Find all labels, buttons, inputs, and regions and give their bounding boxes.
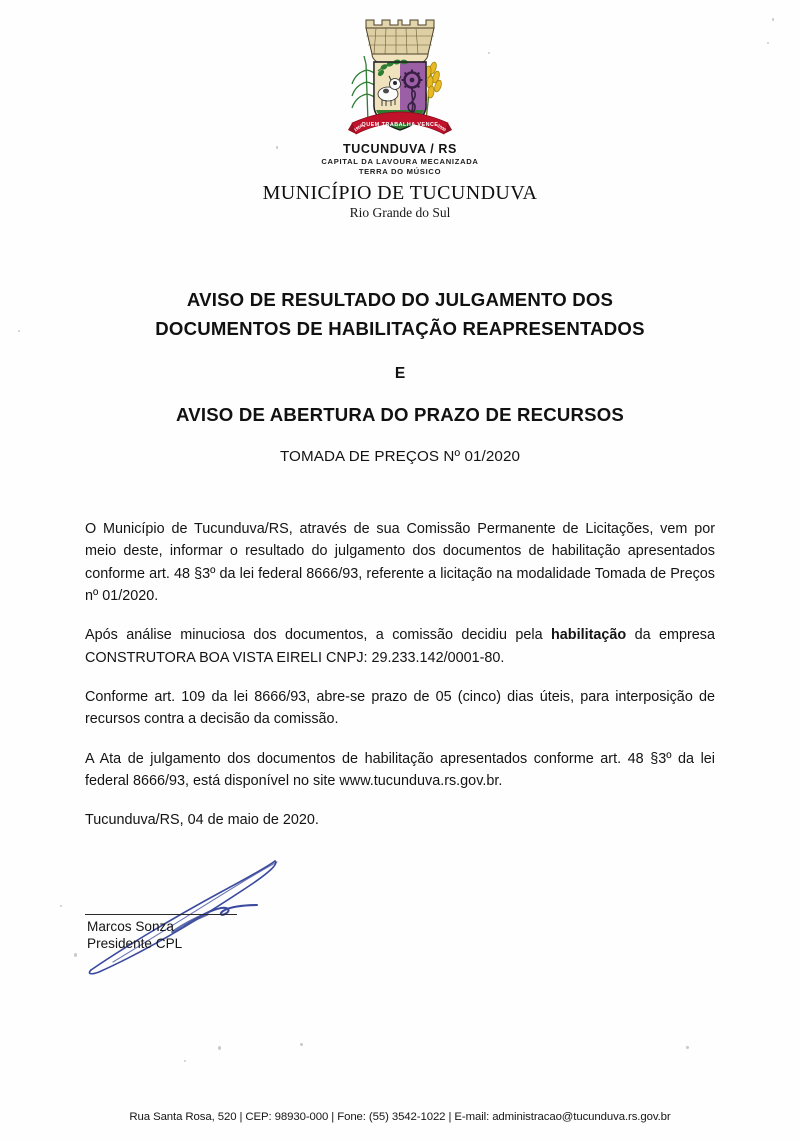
page-title-line-2: DOCUMENTOS DE HABILITAÇÃO REAPRESENTADOS [155,317,645,339]
scan-speck [686,1046,689,1049]
svg-text:QUEM TRABALHA VENCE: QUEM TRABALHA VENCE [361,122,439,128]
municipality-name: MUNICÍPIO DE TUCUNDUVA [262,182,538,204]
coat-of-arms-icon [340,14,460,140]
crest-subtitle-1: CAPITAL DA LAVOURA MECANIZADA [321,157,479,166]
signatory-role: Presidente CPL [87,936,183,951]
svg-text:2000: 2000 [436,123,448,133]
document-footer: Rua Santa Rosa, 520 | CEP: 98930-000 | Fone: (55) 3542-1022 | E-mail: administracao@tucunduva.rs.gov.br [129,1111,671,1123]
signature-line [85,914,237,915]
scan-speck [300,1043,303,1046]
body-paragraph-2 [85,624,715,669]
svg-text:1954: 1954 [352,123,364,133]
crest-city-line: TUCUNDUVA / RS [343,142,457,156]
scan-speck [184,1060,186,1062]
signature-block [85,852,415,977]
crest-subtitle-2: TERRA DO MÚSICO [358,167,442,176]
page-title [60,286,740,344]
body-paragraph-2-emphasis: habilitação [551,627,627,644]
document-body [85,518,715,832]
body-paragraph-4: A Ata de julgamento dos documentos de habilitação apresentados conforme art. 48 §3º da lei federal 8666/93, está disponível no site www.tucunduva.rs.gov.br. [85,750,715,789]
scan-speck [74,953,77,957]
body-dateline: Tucunduva/RS, 04 de maio de 2020. [85,812,319,829]
document-header [0,0,800,221]
scan-speck [18,330,20,332]
body-paragraph-2-part-2: da empresa CONSTRUTORA BOA VISTA EIRELI CNPJ: 29.233.142/0001-80. [85,627,715,666]
page-title-line-1: AVISO DE RESULTADO DO JULGAMENTO DOS [186,289,614,310]
body-paragraph-3: Conforme art. 109 da lei 8666/93, abre-se prazo de 05 (cinco) dias úteis, para interposição de recursos contra a decisão da comissão. [85,688,715,728]
body-paragraph-2-part-1: Após análise minuciosa dos documentos, a comissão decidiu pela [85,627,552,644]
title-block [60,286,740,465]
scan-speck [218,1046,221,1050]
title-conjunction: E [394,364,406,382]
state-name: Rio Grande do Sul [349,205,451,220]
signatory-name: Marcos Sonza [87,919,174,934]
bid-reference: TOMADA DE PREÇOS Nº 01/2020 [279,447,521,465]
secondary-title: AVISO DE ABERTURA DO PRAZO DE RECURSOS [175,403,625,425]
body-paragraph-1: O Município de Tucunduva/RS, através de sua Comissão Permanente de Licitações, vem por meio deste, informar o resultado do julgamento dos documentos de habilitação apresentados conforme art. 48 §3º da lei federal 8666/93, referente a licitação na modalidade Tomada de Preços nº 01/2020. [85,521,715,604]
scan-speck [60,905,62,907]
